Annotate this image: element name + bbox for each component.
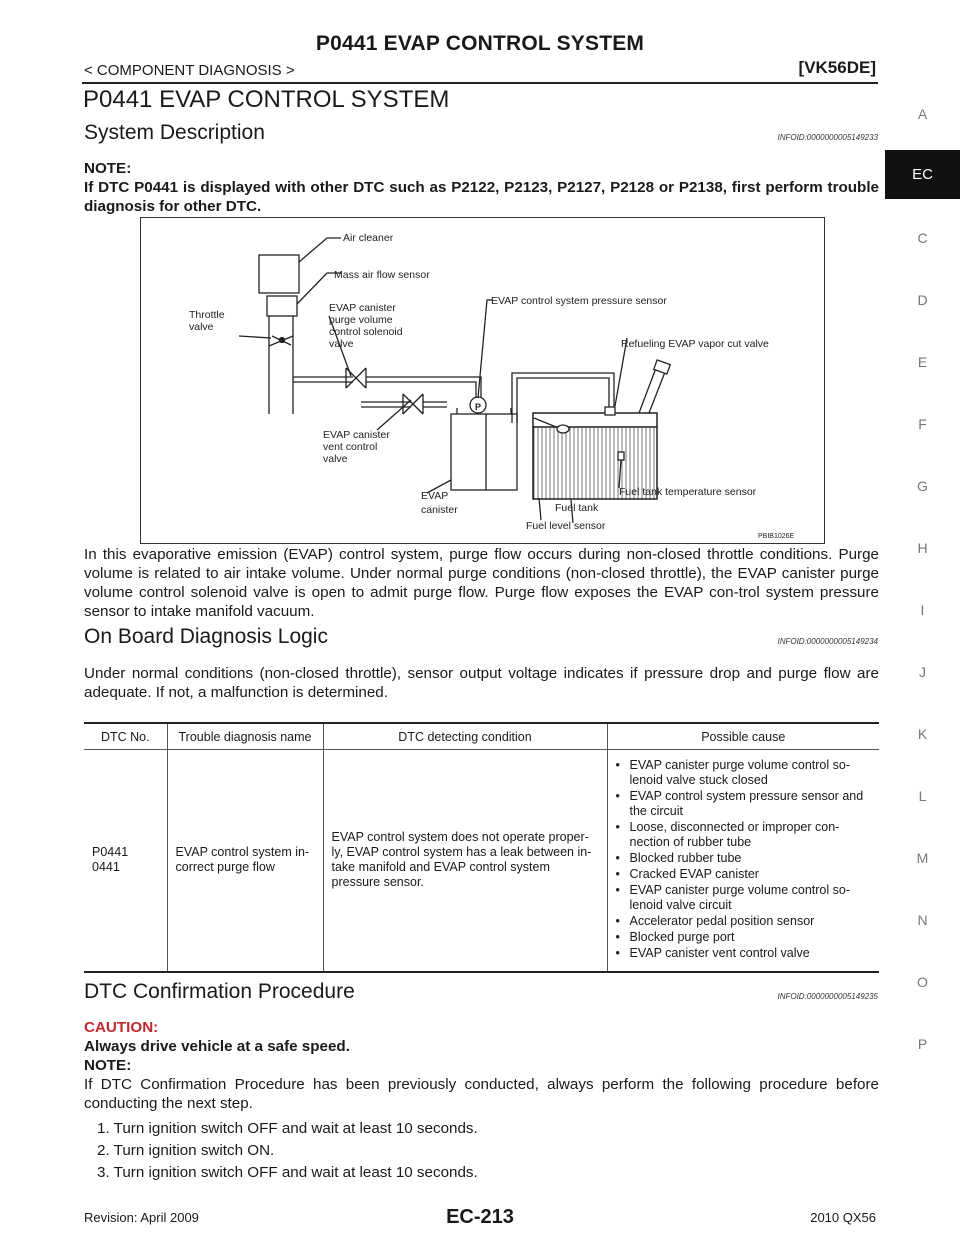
list-item [616, 867, 872, 882]
label-mass-air-flow-sensor: Mass air flow sensor [334, 269, 430, 281]
label-purge-1: EVAP canister [329, 302, 396, 314]
system-description-paragraph: In this evaporative emission (EVAP) control system, purge flow occurs during non-closed throttle conditions. Purge volume is related to air intake volume. Under normal purge conditions (non-closed throttle), the EVAP canister purge volume control solenoid valve is open to admit purge flow. Purge flow exposes the EVAP con-trol system pressure sensor to intake manifold vacuum. [84, 546, 879, 620]
condition-line-1: EVAP control system does not operate proper- [331, 830, 589, 845]
cause-text: Blocked rubber tube [629, 851, 742, 866]
diagram-svg [141, 218, 824, 543]
canister-shape [451, 414, 517, 490]
running-header-title: P0441 EVAP CONTROL SYSTEM [315, 32, 645, 55]
list-item [616, 851, 872, 866]
procedure-step-1: 1. Turn ignition switch OFF and wait at least 10 seconds. [97, 1120, 478, 1137]
label-canister-1: EVAP [421, 490, 449, 502]
bullet: • [615, 883, 620, 898]
obd-logic-paragraph: Under normal conditions (non-closed throttle), sensor output voltage indicates if pressure drop and purge flow are adequate. If not, a malfunction is determined. [84, 665, 879, 701]
col-header-diagnosis-name: Trouble diagnosis name [167, 723, 323, 750]
caution-text: Always drive vehicle at a safe speed. [84, 1038, 350, 1055]
label-throttle-1: Throttle [189, 309, 225, 321]
list-item [616, 930, 872, 945]
cause-text: Accelerator pedal position sensor [629, 914, 815, 929]
cause-text: EVAP canister purge volume control so-lenoid valve circuit [629, 883, 850, 913]
cell-dtc-no [84, 750, 167, 972]
label-pressure-sensor: EVAP control system pressure sensor [491, 295, 667, 307]
dtc-no-line-2: 0441 [92, 860, 120, 875]
cell-diagnosis-name [167, 750, 323, 972]
footer-revision: Revision: April 2009 [84, 1210, 199, 1225]
cause-text: Loose, disconnected or improper con-nection of rubber tube [629, 820, 840, 850]
list-item [616, 820, 872, 850]
bullet: • [615, 758, 620, 773]
condition-line-2: ly, EVAP control system has a leak between in- [331, 845, 592, 860]
air-cleaner-shape [259, 255, 299, 293]
col-header-detecting-condition: DTC detecting condition [323, 723, 607, 750]
label-purge-4: valve [329, 338, 354, 350]
bullet: • [615, 946, 620, 961]
condition-line-4: pressure sensor. [331, 875, 424, 890]
bullet: • [615, 930, 620, 945]
page-title: P0441 EVAP CONTROL SYSTEM [83, 86, 450, 113]
infoid-obd-logic: INFOID:0000000005149234 [777, 637, 878, 646]
section-heading-dtc-confirmation: DTC Confirmation Procedure [84, 980, 355, 1003]
tab-J[interactable]: J [919, 664, 926, 680]
table-header-row [84, 723, 879, 750]
tab-G[interactable]: G [917, 478, 928, 494]
infoid-dtc-confirmation: INFOID:0000000005149235 [777, 992, 878, 1001]
label-vent-3: valve [323, 453, 348, 465]
bullet: • [615, 914, 620, 929]
tab-H[interactable]: H [917, 540, 928, 556]
possible-cause-list [616, 758, 872, 961]
list-item [616, 946, 872, 961]
label-canister-2: canister [421, 504, 458, 516]
note-text: If DTC P0441 is displayed with other DTC such as P2122, P2123, P2127, P2128 or P2138, first perform trouble diagnosis for other DTC. [84, 179, 879, 215]
tab-O[interactable]: O [917, 974, 928, 990]
footer-page-number: EC-213 [446, 1206, 514, 1228]
label-throttle-2: valve [189, 321, 214, 333]
note-label: NOTE: [84, 160, 132, 177]
dtc-no-line-1: P0441 [92, 845, 129, 860]
col-header-dtc-no: DTC No. [84, 723, 167, 750]
cause-text: Cracked EVAP canister [629, 867, 759, 882]
tab-M[interactable]: M [916, 850, 929, 866]
p-mark-label: P [474, 402, 482, 412]
condition-line-3: take manifold and EVAP control system [331, 860, 550, 875]
header-divider [82, 82, 878, 84]
cause-text: EVAP canister vent control valve [629, 946, 810, 961]
procedure-step-3: 3. Turn ignition switch OFF and wait at least 10 seconds. [97, 1164, 478, 1181]
tab-F[interactable]: F [918, 416, 927, 432]
cell-possible-cause [607, 750, 879, 972]
tab-L[interactable]: L [918, 788, 927, 804]
label-vent-1: EVAP canister [323, 429, 390, 441]
breadcrumb[interactable]: < COMPONENT DIAGNOSIS > [84, 62, 295, 79]
tab-D[interactable]: D [917, 292, 928, 308]
diag-name-line-1: EVAP control system in- [175, 845, 310, 860]
bullet: • [615, 820, 620, 835]
label-purge-2: purge volume [329, 314, 393, 326]
col-header-possible-cause: Possible cause [607, 723, 879, 750]
tab-E[interactable]: E [917, 354, 928, 370]
tab-P[interactable]: P [917, 1036, 928, 1052]
caution-label: CAUTION: [84, 1019, 159, 1036]
engine-model-code: [VK56DE] [798, 58, 876, 77]
section-heading-system-description: System Description [84, 121, 265, 144]
label-air-cleaner: Air cleaner [343, 232, 394, 244]
label-purge-3: control solenoid [329, 326, 403, 338]
tab-N[interactable]: N [917, 912, 928, 928]
label-refueling-cut-valve: Refueling EVAP vapor cut valve [621, 338, 769, 350]
note-text-2: If DTC Confirmation Procedure has been previously conducted, always perform the following procedure before conducting the next step. [84, 1076, 879, 1112]
infoid-system-description: INFOID:0000000005149233 [777, 133, 878, 142]
label-fuel-level-sensor: Fuel level sensor [526, 520, 606, 532]
list-item [616, 914, 872, 929]
cell-detecting-condition [323, 750, 607, 972]
section-heading-obd-logic: On Board Diagnosis Logic [84, 625, 328, 648]
tab-C[interactable]: C [917, 230, 928, 246]
bullet: • [615, 867, 620, 882]
diag-name-line-2: correct purge flow [175, 860, 275, 875]
list-item [616, 758, 872, 788]
label-vent-2: vent control [323, 441, 378, 453]
procedure-step-2: 2. Turn ignition switch ON. [97, 1142, 275, 1159]
table-row [84, 750, 879, 972]
tab-K[interactable]: K [917, 726, 928, 742]
tab-I[interactable]: I [920, 602, 925, 618]
cause-text: EVAP control system pressure sensor and the circuit [629, 789, 864, 819]
bullet: • [615, 851, 620, 866]
tab-A[interactable]: A [917, 106, 928, 122]
note-label-2: NOTE: [84, 1057, 132, 1074]
bullet: • [615, 789, 620, 804]
dtc-table [84, 722, 879, 973]
cause-text: EVAP canister purge volume control so-lenoid valve stuck closed [629, 758, 850, 788]
footer-model: 2010 QX56 [810, 1210, 876, 1225]
list-item [616, 789, 872, 819]
list-item [616, 883, 872, 913]
tab-EC[interactable]: EC [885, 150, 960, 199]
cause-text: Blocked purge port [629, 930, 735, 945]
maf-sensor-shape [267, 296, 297, 316]
evap-system-diagram [140, 217, 825, 544]
label-fuel-temp-sensor: Fuel tank temperature sensor [619, 486, 757, 498]
label-fuel-tank: Fuel tank [555, 502, 599, 514]
figure-id: PBIB1026E [758, 533, 795, 540]
